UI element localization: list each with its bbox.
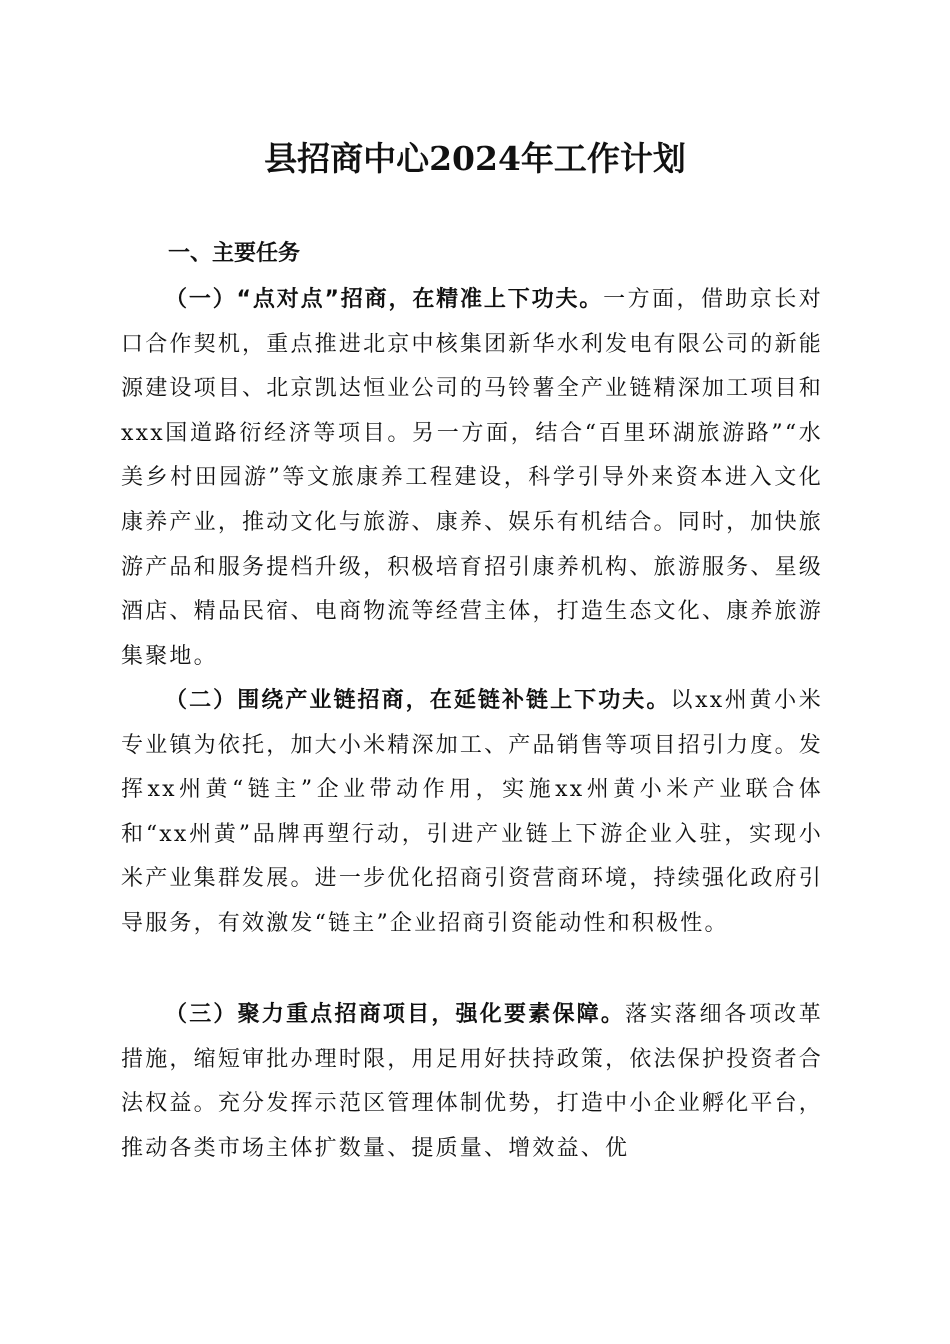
paragraph-3-body: 落实落细各项改革措施，缩短审批办理时限，用足用好扶持政策，依法保护投资者合法权益。充分发挥示范区管理体制优势，打造中小企业孵化平台，推动各类市场主体扩数量、提质量、增效益、优 xyxy=(121,1002,823,1161)
paragraph-1 xyxy=(121,278,823,679)
section-heading: 一、主要任务 xyxy=(168,241,301,266)
document-title: 县招商中心2024年工作计划 xyxy=(264,139,686,178)
paragraph-2 xyxy=(121,679,823,947)
paragraph-1-lead: （一）“点对点”招商，在精准上下功夫。 xyxy=(165,287,604,312)
paragraph-3 xyxy=(121,993,823,1171)
paragraph-2-lead: （二）围绕产业链招商，在延链补链上下功夫。 xyxy=(165,688,671,713)
paragraph-3-lead: （三）聚力重点招商项目，强化要素保障。 xyxy=(165,1002,626,1027)
paragraph-1-body: 一方面，借助京长对口合作契机，重点推进北京中核集团新华水利发电有限公司的新能源建设项目、北京凯达恒业公司的马铃薯全产业链精深加工项目和xxx国道路衍经济等项目。另一方面，结合“百里环湖旅游路”“水美乡村田园游”等文旅康养工程建设，科学引导外来资本进入文化康养产业，推动文化与旅游、康养、娱乐有机结合。同时，加快旅游产品和服务提档升级，积极培育招引康养机构、旅游服务、星级酒店、精品民宿、电商物流等经营主体，打造生态文化、康养旅游集聚地。 xyxy=(121,287,823,669)
paragraph-2-body: 以xx州黄小米专业镇为依托，加大小米精深加工、产品销售等项目招引力度。发挥xx州黄“链主”企业带动作用，实施xx州黄小米产业联合体和“xx州黄”品牌再塑行动，引进产业链上下游企业入驻，实现小米产业集群发展。进一步优化招商引资营商环境，持续强化政府引导服务，有效激发“链主”企业招商引资能动性和积极性。 xyxy=(121,688,823,936)
